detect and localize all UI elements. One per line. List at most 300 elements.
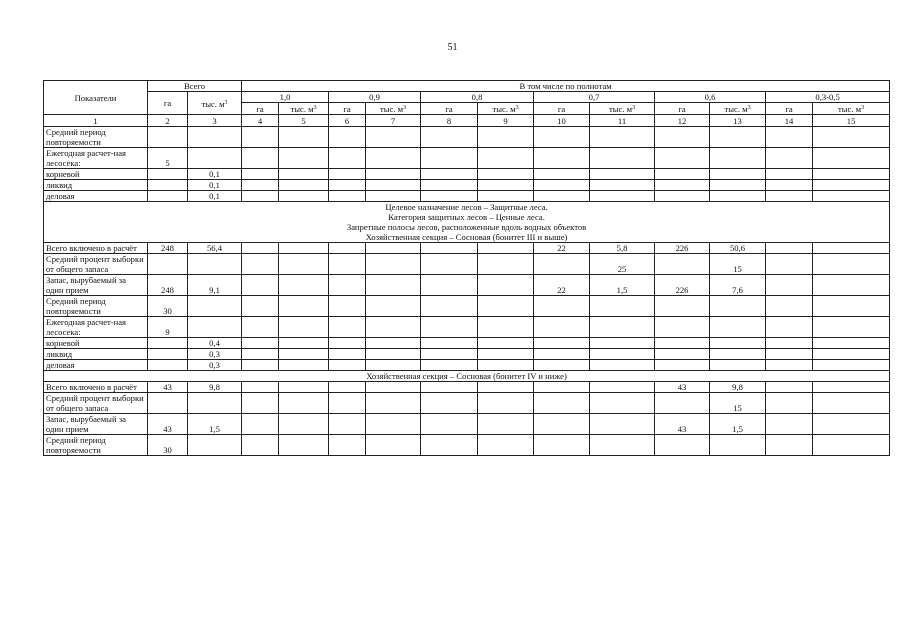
section-banner-row <box>44 371 890 382</box>
table-cell <box>421 254 478 275</box>
table-cell <box>188 127 242 148</box>
table-cell <box>366 254 421 275</box>
table-cell <box>242 382 279 393</box>
table-cell <box>813 275 890 296</box>
table-cell <box>813 148 890 169</box>
table-cell <box>478 338 534 349</box>
row-label: Средний период повторяемости <box>44 127 148 148</box>
table-cell <box>421 243 478 254</box>
header-volume: тыс. $м^3$ <box>478 103 534 115</box>
table-cell <box>279 338 329 349</box>
table-cell <box>329 435 366 456</box>
table-cell <box>813 243 890 254</box>
table-cell <box>534 296 590 317</box>
table-row <box>44 296 890 317</box>
table-cell <box>242 414 279 435</box>
table-body <box>44 127 890 456</box>
table-cell <box>148 191 188 202</box>
table-cell <box>710 360 766 371</box>
table-cell <box>534 382 590 393</box>
table-row <box>44 360 890 371</box>
table-cell <box>242 180 279 191</box>
header-total: Всего <box>148 81 242 92</box>
table-cell <box>534 180 590 191</box>
table-cell <box>478 275 534 296</box>
table-cell: 1,5 <box>590 275 655 296</box>
table-cell <box>655 127 710 148</box>
table-cell <box>590 169 655 180</box>
header-by-density: В том числе по полнотам <box>242 81 890 92</box>
table-cell <box>710 435 766 456</box>
table-row <box>44 243 890 254</box>
table-cell <box>534 317 590 338</box>
row-label: Средний период повторяемости <box>44 296 148 317</box>
table-row <box>44 180 890 191</box>
header-density: 0,8 <box>421 92 534 103</box>
column-index: 3 <box>188 115 242 127</box>
table-cell <box>366 393 421 414</box>
table-cell: 56,4 <box>188 243 242 254</box>
table-cell <box>590 349 655 360</box>
table-cell: 0,3 <box>188 360 242 371</box>
table-cell <box>366 435 421 456</box>
table-cell <box>534 414 590 435</box>
table-cell <box>421 338 478 349</box>
table-cell <box>329 275 366 296</box>
table-cell <box>478 180 534 191</box>
table-row <box>44 191 890 202</box>
table-cell <box>590 191 655 202</box>
column-index: 13 <box>710 115 766 127</box>
table-cell <box>148 169 188 180</box>
table-cell <box>148 360 188 371</box>
table-cell <box>366 275 421 296</box>
row-label: Всего включено в расчёт <box>44 382 148 393</box>
table-cell <box>655 360 710 371</box>
table-cell <box>710 180 766 191</box>
table-cell <box>421 148 478 169</box>
table-cell <box>279 349 329 360</box>
table-cell: 248 <box>148 275 188 296</box>
row-label: корневой <box>44 338 148 349</box>
column-index: 12 <box>655 115 710 127</box>
table-cell <box>421 275 478 296</box>
table-cell <box>421 180 478 191</box>
table-cell <box>766 180 813 191</box>
row-label: Средний процент выборки от общего запаса <box>44 393 148 414</box>
table-cell <box>329 243 366 254</box>
table-cell <box>710 148 766 169</box>
table-cell <box>366 127 421 148</box>
row-label: деловая <box>44 191 148 202</box>
table-cell: 0,4 <box>188 338 242 349</box>
table-cell <box>421 317 478 338</box>
table-cell <box>478 254 534 275</box>
table-cell <box>366 414 421 435</box>
table-cell <box>279 148 329 169</box>
table-cell <box>329 180 366 191</box>
table-cell <box>590 317 655 338</box>
table-cell <box>188 254 242 275</box>
header-volume: тыс. $м^3$ <box>710 103 766 115</box>
table-cell <box>148 393 188 414</box>
table-cell <box>766 275 813 296</box>
table-cell <box>242 393 279 414</box>
table-row <box>44 275 890 296</box>
column-index: 6 <box>329 115 366 127</box>
table-cell <box>329 414 366 435</box>
table-cell <box>242 296 279 317</box>
table-cell <box>188 317 242 338</box>
table-cell <box>813 360 890 371</box>
page-number: 51 <box>447 42 458 53</box>
header-density: 0,3-0,5 <box>766 92 890 103</box>
table-row <box>44 393 890 414</box>
table-cell <box>590 296 655 317</box>
table-cell: 7,6 <box>710 275 766 296</box>
header-ha: га <box>242 103 279 115</box>
header-ha: га <box>421 103 478 115</box>
row-label: Ежегодная расчет-ная лесосека: <box>44 148 148 169</box>
table-cell <box>655 191 710 202</box>
header-density: 0,7 <box>534 92 655 103</box>
row-label: деловая <box>44 360 148 371</box>
table-cell <box>478 393 534 414</box>
table-cell <box>421 435 478 456</box>
table-cell <box>710 317 766 338</box>
table-cell <box>813 317 890 338</box>
table-cell <box>148 254 188 275</box>
banner-line: Хозяйственная секция – Сосновая (бонитет IV и ниже) <box>366 371 567 381</box>
table-cell <box>242 243 279 254</box>
header-volume: тыс. $м^3$ <box>279 103 329 115</box>
table-cell <box>366 243 421 254</box>
table-cell <box>242 317 279 338</box>
table-cell <box>478 414 534 435</box>
table-cell: 43 <box>655 414 710 435</box>
banner-line: Запретные полосы лесов, расположенные вдоль водных объектов <box>346 222 587 232</box>
table-cell <box>279 393 329 414</box>
table-cell <box>329 317 366 338</box>
column-index: 1 <box>44 115 148 127</box>
table-cell <box>655 435 710 456</box>
table-row <box>44 169 890 180</box>
table-cell: 22 <box>534 243 590 254</box>
table-cell <box>279 254 329 275</box>
table-cell <box>710 349 766 360</box>
table-cell <box>188 435 242 456</box>
table-cell: 9,8 <box>710 382 766 393</box>
column-index: 14 <box>766 115 813 127</box>
table-row <box>44 127 890 148</box>
table-cell <box>366 382 421 393</box>
table-cell <box>242 349 279 360</box>
table-cell <box>478 349 534 360</box>
table-cell <box>655 349 710 360</box>
table-cell <box>421 127 478 148</box>
table-row <box>44 338 890 349</box>
row-label: Всего включено в расчёт <box>44 243 148 254</box>
table-cell <box>478 296 534 317</box>
table-cell <box>366 349 421 360</box>
table-cell <box>590 180 655 191</box>
table-cell <box>279 275 329 296</box>
table-cell <box>766 435 813 456</box>
table-cell <box>329 393 366 414</box>
table-cell <box>366 317 421 338</box>
table-cell <box>421 393 478 414</box>
table-cell <box>279 382 329 393</box>
table-cell <box>590 435 655 456</box>
table-cell <box>813 338 890 349</box>
table-cell: 50,6 <box>710 243 766 254</box>
table-cell: 25 <box>590 254 655 275</box>
table-header <box>44 81 890 127</box>
section-banner <box>44 202 890 243</box>
table-cell <box>766 169 813 180</box>
table-cell <box>421 360 478 371</box>
table-cell <box>329 296 366 317</box>
table-cell <box>590 393 655 414</box>
table-cell <box>279 435 329 456</box>
table-cell <box>534 349 590 360</box>
table-cell <box>655 169 710 180</box>
table-cell <box>366 169 421 180</box>
table-cell <box>242 275 279 296</box>
table-cell <box>534 254 590 275</box>
table-cell <box>590 382 655 393</box>
table-cell <box>590 338 655 349</box>
table-cell <box>766 243 813 254</box>
table-cell <box>188 296 242 317</box>
table-cell <box>366 338 421 349</box>
header-ha: га <box>655 103 710 115</box>
table-cell <box>534 191 590 202</box>
row-label: Запас, вырубаемый за один прием <box>44 414 148 435</box>
table-cell <box>766 338 813 349</box>
table-cell <box>279 360 329 371</box>
table-row <box>44 148 890 169</box>
table-row <box>44 382 890 393</box>
column-index: 8 <box>421 115 478 127</box>
table-cell <box>148 127 188 148</box>
table-cell <box>655 338 710 349</box>
table-cell <box>655 393 710 414</box>
table-cell <box>279 414 329 435</box>
table-cell <box>534 127 590 148</box>
table-cell: 1,5 <box>710 414 766 435</box>
table-cell <box>421 296 478 317</box>
header-indicators: Показатели <box>44 81 148 115</box>
table-cell <box>188 148 242 169</box>
table-row <box>44 349 890 360</box>
table-cell <box>366 360 421 371</box>
table-cell <box>766 254 813 275</box>
header-total-volume: тыс. $м^3$ <box>188 92 242 115</box>
row-label: ликвид <box>44 349 148 360</box>
row-label: Средний период повторяемости <box>44 435 148 456</box>
row-label: ликвид <box>44 180 148 191</box>
table-cell <box>148 338 188 349</box>
table-cell <box>478 317 534 338</box>
banner-line: Категория защитных лесов – Ценные леса. <box>388 212 545 222</box>
column-index: 11 <box>590 115 655 127</box>
header-volume: тыс. $м^3$ <box>366 103 421 115</box>
table-cell: 226 <box>655 243 710 254</box>
banner-line: Целевое назначение лесов – Защитные леса. <box>385 202 548 212</box>
table-cell: 15 <box>710 393 766 414</box>
table-cell <box>766 317 813 338</box>
column-index: 5 <box>279 115 329 127</box>
table-cell <box>766 296 813 317</box>
table-cell <box>242 127 279 148</box>
banner-line: Хозяйственная секция – Сосновая (бонитет III и выше) <box>365 232 568 242</box>
table-cell <box>813 435 890 456</box>
table-cell: 5,8 <box>590 243 655 254</box>
header-total-ha: га <box>148 92 188 115</box>
table-cell <box>366 296 421 317</box>
table-cell <box>710 296 766 317</box>
table-cell <box>813 382 890 393</box>
table-cell <box>813 296 890 317</box>
table-cell <box>148 349 188 360</box>
table-cell <box>329 127 366 148</box>
table-cell <box>242 360 279 371</box>
column-index: 4 <box>242 115 279 127</box>
table-cell <box>766 393 813 414</box>
table-cell: 15 <box>710 254 766 275</box>
table-cell <box>421 414 478 435</box>
table-cell <box>188 393 242 414</box>
table-cell: 30 <box>148 296 188 317</box>
table-cell <box>710 127 766 148</box>
table-cell <box>590 127 655 148</box>
table-cell <box>534 338 590 349</box>
table-cell <box>279 191 329 202</box>
table-cell <box>655 254 710 275</box>
table-cell <box>478 191 534 202</box>
table-cell <box>766 360 813 371</box>
table-cell <box>766 414 813 435</box>
row-label: Запас, вырубаемый за один прием <box>44 275 148 296</box>
table-cell: 1,5 <box>188 414 242 435</box>
row-label: Ежегодная расчет-ная лесосека: <box>44 317 148 338</box>
table-cell <box>242 338 279 349</box>
table-cell <box>590 148 655 169</box>
row-label: Средний процент выборки от общего запаса <box>44 254 148 275</box>
table-row <box>44 435 890 456</box>
header-ha: га <box>329 103 366 115</box>
table-cell <box>813 254 890 275</box>
header-density: 1,0 <box>242 92 329 103</box>
column-index: 9 <box>478 115 534 127</box>
table-cell: 43 <box>148 382 188 393</box>
table-cell <box>813 393 890 414</box>
table-cell <box>766 191 813 202</box>
table-cell <box>766 148 813 169</box>
table-cell: 226 <box>655 275 710 296</box>
table-cell <box>534 393 590 414</box>
table-cell <box>590 360 655 371</box>
table-cell <box>329 360 366 371</box>
table-cell <box>366 180 421 191</box>
table-cell: 0,1 <box>188 180 242 191</box>
table-cell <box>421 169 478 180</box>
table-cell <box>242 169 279 180</box>
table-cell: 5 <box>148 148 188 169</box>
column-index: 15 <box>813 115 890 127</box>
table-cell <box>242 435 279 456</box>
header-ha: га <box>534 103 590 115</box>
table-cell: 248 <box>148 243 188 254</box>
table-cell: 9 <box>148 317 188 338</box>
table-cell: 30 <box>148 435 188 456</box>
section-banner-row <box>44 202 890 243</box>
table-row <box>44 414 890 435</box>
table-cell <box>655 317 710 338</box>
table-cell <box>710 338 766 349</box>
table-cell <box>329 148 366 169</box>
table-cell <box>421 191 478 202</box>
table-cell <box>766 382 813 393</box>
table-cell: 43 <box>655 382 710 393</box>
table-cell: 0,1 <box>188 169 242 180</box>
table-cell <box>710 191 766 202</box>
table-cell <box>329 349 366 360</box>
table-cell <box>813 180 890 191</box>
table-cell <box>478 360 534 371</box>
row-label: корневой <box>44 169 148 180</box>
table-cell <box>534 435 590 456</box>
table-cell <box>478 148 534 169</box>
table-cell <box>478 243 534 254</box>
table-cell <box>366 191 421 202</box>
table-cell <box>766 349 813 360</box>
table-cell <box>329 254 366 275</box>
table-cell <box>279 243 329 254</box>
table-cell: 0,3 <box>188 349 242 360</box>
table-cell <box>813 414 890 435</box>
table-cell <box>421 382 478 393</box>
table-cell: 9,8 <box>188 382 242 393</box>
column-index: 7 <box>366 115 421 127</box>
table-cell <box>813 127 890 148</box>
table-cell <box>534 360 590 371</box>
table-cell <box>534 148 590 169</box>
table-cell <box>329 338 366 349</box>
table-cell <box>478 435 534 456</box>
table-cell: 43 <box>148 414 188 435</box>
table-cell <box>813 349 890 360</box>
table-cell <box>279 180 329 191</box>
table-cell <box>534 169 590 180</box>
table-cell <box>478 169 534 180</box>
table-cell <box>329 191 366 202</box>
table-cell <box>655 296 710 317</box>
table-cell <box>329 169 366 180</box>
table-cell <box>279 169 329 180</box>
table-cell <box>242 254 279 275</box>
table-cell <box>279 127 329 148</box>
table-cell <box>148 180 188 191</box>
table-row <box>44 254 890 275</box>
header-volume: тыс. $м^3$ <box>590 103 655 115</box>
section-banner <box>44 371 890 382</box>
table-cell: 9,1 <box>188 275 242 296</box>
header-density: 0,9 <box>329 92 421 103</box>
header-density: 0,6 <box>655 92 766 103</box>
table-cell <box>766 127 813 148</box>
